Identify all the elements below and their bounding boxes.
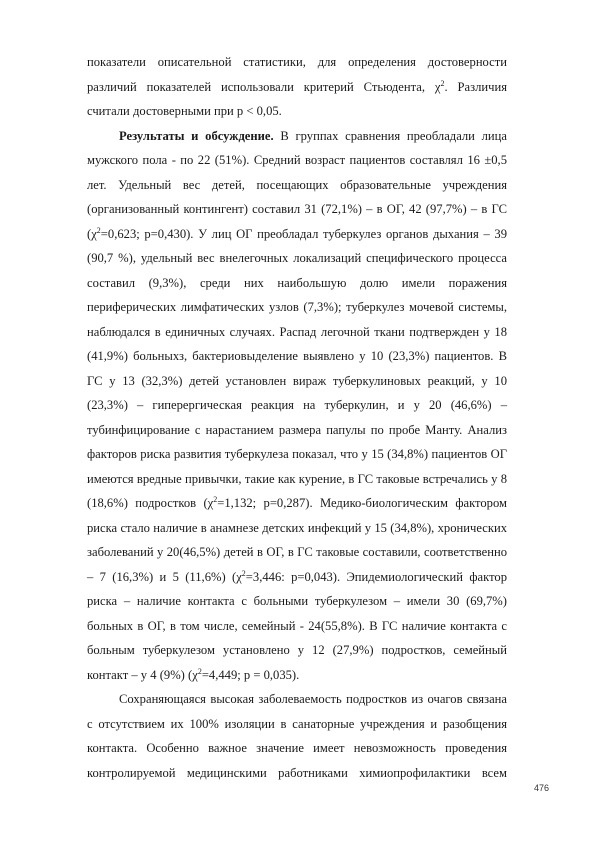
- text-line: периферических лимфатических узлов (7,3%); туберкулез мочевой системы,: [87, 300, 507, 314]
- document-body: [87, 50, 507, 785]
- text-line: (организованный контингент) составил 31 (72,1%) – в ОГ, 42 (97,7%) – в ГС: [87, 202, 507, 216]
- text-line: контакт – у 4 (9%) ($\chi^2=4,449$; p = 0,035).: [87, 666, 300, 682]
- text-line: больным туберкулезом установлено у 12 (27,9%) подростков, семейный: [87, 643, 507, 657]
- superscript: 2: [96, 225, 101, 235]
- text-line: наблюдался в единичных случаях. Распад легочной ткани подтвержден у 18: [87, 324, 507, 339]
- text-line: – 7 (16,3%) и 5 (11,6%) ($\chi^2=3,446$: p=0,043). Эпидемиологический фактор: [87, 568, 507, 584]
- text-line: лет. Удельный вес детей, посещающих образовательные учреждения: [87, 177, 507, 192]
- text-line: факторов риска развития туберкулеза показал, что у 15 (34,8%) пациентов ОГ: [87, 447, 507, 461]
- text-line: с отсутствием их 100% изоляции в санаторные учреждения и разобщения: [87, 716, 507, 731]
- text-line: тубинфицирование с нарастанием размера папулы по пробе Манту. Анализ: [87, 422, 507, 437]
- text-line: заболеваний у 20(46,5%) детей в ОГ, в ГС таковые составили, соответственно: [87, 545, 507, 559]
- superscript: 2: [241, 568, 246, 578]
- superscript: 2: [440, 78, 445, 88]
- text-line: имеются вредные привычки, такие как курение, в ГС таковые встречались у 8: [87, 471, 507, 486]
- text-line: контакта. Особенно важное значение имеет невозможность проведения: [87, 741, 507, 755]
- text-line: Результаты и обсуждение. В группах сравнения преобладали лица: [119, 128, 507, 143]
- text-line: (23,3%) – гиперергическая реакция на туберкулин, и у 20 (46,6%) –: [87, 398, 507, 412]
- text-line: контролируемой медицинскими работниками химиопрофилактики всем: [87, 765, 507, 780]
- text-line: Сохраняющаяся высокая заболеваемость подростков из очагов связана: [119, 692, 507, 706]
- page-number: 476: [534, 783, 550, 793]
- text-line: различий показателей использовали критерий Стьюдента, $\chi^2$. Различия: [87, 78, 507, 94]
- text-line: (18,6%) подростков ($\chi^2=1,132$; p=0,287). Медико-биологическим фактором: [87, 495, 507, 510]
- paragraph-stats-methods: [87, 50, 507, 124]
- text-line: ($\chi^2=0,623$; p=0,430). У лиц ОГ преобладал туберкулез органов дыхания – 39: [87, 225, 507, 241]
- text-line: считали достоверными при p < 0,05.: [87, 104, 282, 118]
- text-line: (41,9%) больныхз, бактериовыделение выявлено у 10 (23,3%) пациентов. В: [87, 349, 507, 363]
- text-line: риска стало наличие в анамнезе детских инфекций у 15 (34,8%), хронических: [87, 520, 507, 535]
- text-line: показатели описательной статистики, для определения достоверности: [87, 55, 507, 69]
- paragraph-discussion: [87, 687, 507, 785]
- text-line: (90,7 %), удельный вес внелегочных локализаций специфического процесса: [87, 251, 507, 265]
- text-line: мужского пола - по 22 (51%). Средний возраст пациентов составлял 16 ±0,5: [87, 153, 507, 167]
- superscript: 2: [197, 666, 202, 676]
- section-heading: Результаты и обсуждение.: [119, 128, 274, 143]
- text-line: больных в ОГ, в том числе, семейный - 24(55,8%). В ГС наличие контакта с: [87, 618, 507, 633]
- text-line: составил (9,3%), среди них наибольшую долю имели поражения: [87, 275, 507, 290]
- superscript: 2: [213, 495, 218, 504]
- paragraph-results: [87, 124, 507, 688]
- text-line: ГС у 13 (32,3%) детей установлен вираж туберкулиновых реакций, у 10: [87, 373, 507, 388]
- text-line: риска – наличие контакта с больными туберкулезом – имели 30 (69,7%): [87, 594, 507, 608]
